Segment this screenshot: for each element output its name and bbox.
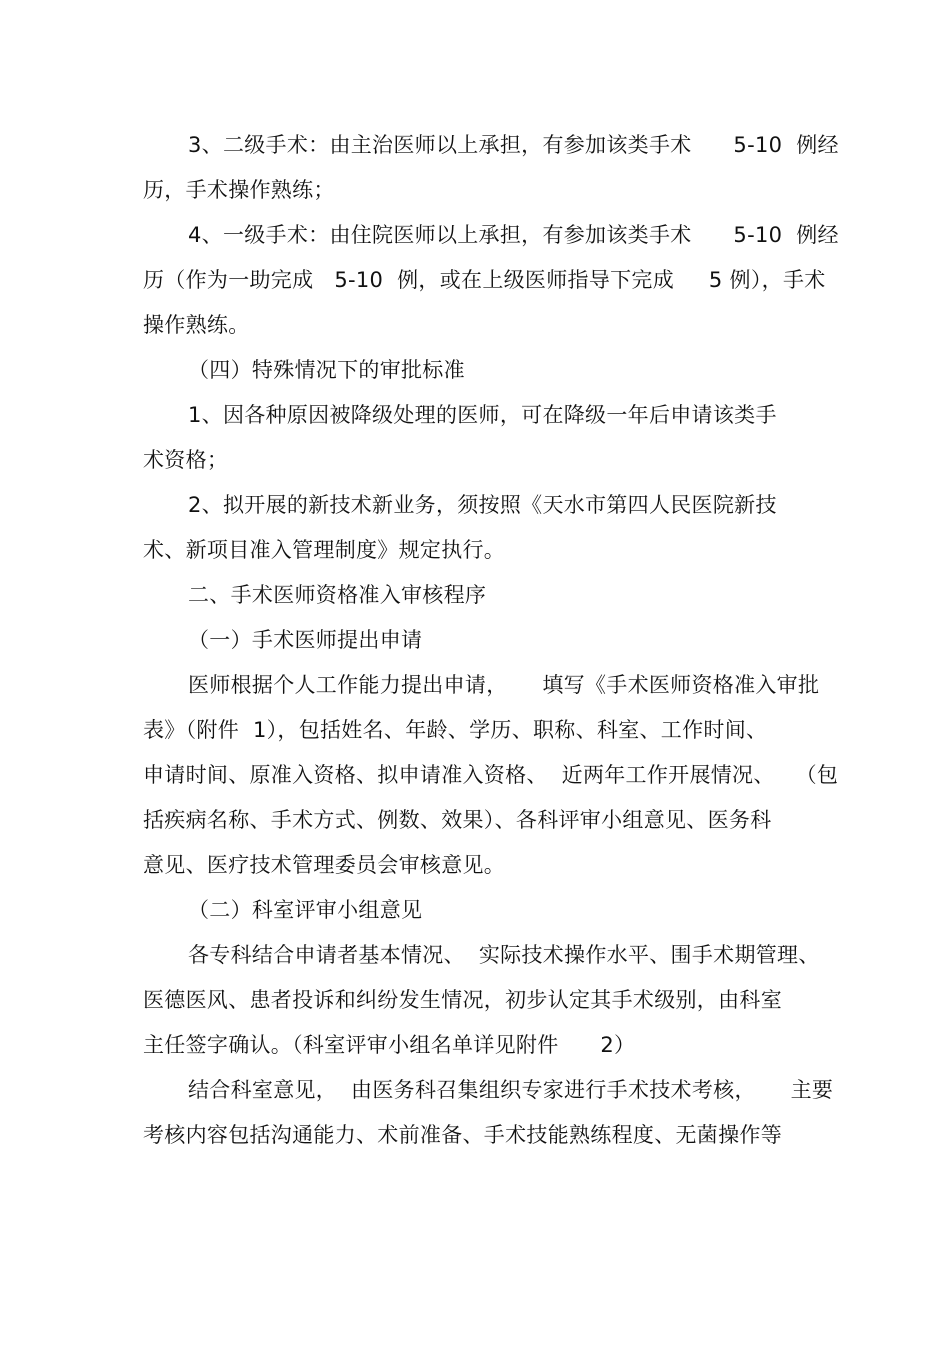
text-line: 申请时间、原准入资格、拟申请准入资格、 近两年工作开展情况、 （包 — [143, 763, 839, 787]
text-line: 各专科结合申请者基本情况、 实际技术操作水平、围手术期管理、 — [188, 943, 820, 967]
text-line: 1、因各种原因被降级处理的医师，可在降级一年后申请该类手 — [188, 403, 777, 427]
text-line: 意见、医疗技术管理委员会审核意见。 — [143, 853, 506, 877]
text-line: 术资格； — [143, 448, 229, 472]
text-line: 表》（附件 1），包括姓名、年龄、学历、职称、科室、工作时间、 — [143, 718, 768, 742]
section-heading: 二、手术医师资格准入审核程序 — [188, 583, 487, 607]
text-line: 术、新项目准入管理制度》规定执行。 — [143, 538, 506, 562]
text-line: 医德医风、患者投诉和纠纷发生情况，初步认定其手术级别，由科室 — [143, 988, 782, 1012]
text-line: 历，手术操作熟练； — [143, 178, 335, 202]
text-line: 3、二级手术：由主治医师以上承担，有参加该类手术 5-10 例经 — [188, 133, 839, 157]
text-line: 历（作为一助完成 5-10 例，或在上级医师指导下完成 5 例），手术 — [143, 268, 826, 292]
text-line: 结合科室意见， 由医务科召集组织专家进行手术技术考核， 主要 — [188, 1078, 834, 1102]
text-line: 4、一级手术：由住院医师以上承担，有参加该类手术 5-10 例经 — [188, 223, 839, 247]
text-line: 操作熟练。 — [143, 313, 250, 337]
text-line: 主任签字确认。（科室评审小组名单详见附件 2） — [143, 1033, 636, 1057]
section-heading: （二）科室评审小组意见 — [188, 898, 423, 922]
text-line: 2、拟开展的新技术新业务，须按照《天水市第四人民医院新技 — [188, 493, 777, 517]
text-line: 医师根据个人工作能力提出申请， 填写《手术医师资格准入审批 — [188, 673, 820, 697]
text-line: 考核内容包括沟通能力、术前准备、手术技能熟练程度、无菌操作等 — [143, 1123, 782, 1147]
section-heading: （四）特殊情况下的审批标准 — [188, 358, 465, 382]
section-heading: （一）手术医师提出申请 — [188, 628, 423, 652]
text-line: 括疾病名称、手术方式、例数、效果）、各科评审小组意见、医务科 — [143, 808, 772, 832]
